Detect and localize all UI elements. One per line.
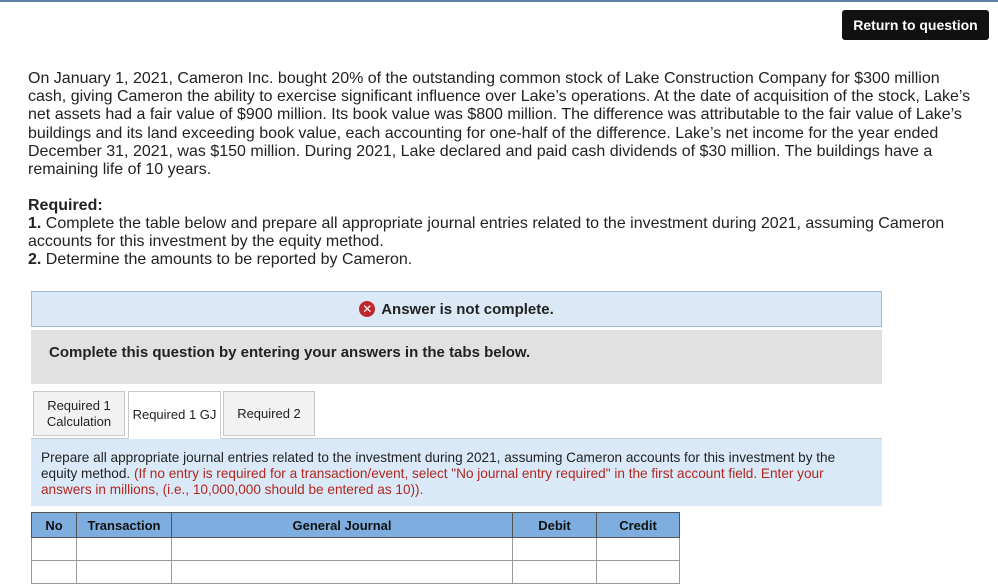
instruction-note: (If no entry is required for a transaction/event, select "No journal entry required" in the first account field. Enter your answers in millions, (i.e., 10,000,000 should be entered as 10)). [41, 466, 824, 497]
general-journal-table [31, 512, 680, 584]
col-credit: Credit [597, 513, 680, 538]
required-item-1: 1. Complete the table below and prepare all appropriate journal entries related to the investment during 2021, assuming Cameron accounts for this investment by the equity method. [28, 215, 945, 250]
instruction-main: Prepare all appropriate journal entries related to the investment during 2021, assuming Cameron accounts for this investment by the equity method. [41, 450, 836, 481]
top-border [0, 0, 998, 2]
col-debit: Debit [513, 513, 597, 538]
tabs-instruction-box [31, 330, 882, 384]
cell-no [32, 538, 77, 561]
answer-status-banner [31, 291, 882, 327]
table-header-row [32, 513, 680, 538]
cell-credit-input[interactable] [597, 538, 680, 561]
col-transaction: Transaction [77, 513, 172, 538]
journal-instructions [31, 438, 882, 506]
cell-transaction [77, 538, 172, 561]
tabs-instruction-text: Complete this question by entering your answers in the tabs below. [49, 344, 531, 361]
problem-text: On January 1, 2021, Cameron Inc. bought 20% of the outstanding common stock of Lake Construction Company for $300 million cash, giving Cameron the ability to exercise significant influence over Lake’s operations. At the date of acquisition of the stock, Lake’s net assets had a fair value of $900 million. Its book value was $800 million. The difference was attributable to the fair value of Lake’s buildings and its land exceeding book value, each accounting for one-half of the difference. Lake’s net income for the year ended December 31, 2021, was $150 million. During 2021, Lake declared and paid cash dividends of $30 million. The buildings have a remaining life of 10 years. [28, 70, 971, 179]
cell-account-input[interactable] [172, 538, 513, 561]
answer-status-text: Answer is not complete. [381, 300, 554, 318]
cell-account-input[interactable] [172, 561, 513, 584]
cell-debit-input[interactable] [513, 561, 597, 584]
table-row [32, 561, 680, 584]
col-general-journal: General Journal [172, 513, 513, 538]
cell-transaction [77, 561, 172, 584]
required-heading: Required: [28, 197, 103, 214]
x-circle-icon: ✕ [359, 301, 375, 317]
col-no: No [32, 513, 77, 538]
table-row [32, 538, 680, 561]
tab-required-1-calculation[interactable]: Required 1 Calculation [33, 391, 125, 436]
return-to-question-button[interactable]: Return to question [842, 10, 989, 40]
cell-credit-input[interactable] [597, 561, 680, 584]
tab-required-2[interactable]: Required 2 [223, 391, 315, 436]
required-item-2: 2. Determine the amounts to be reported by Cameron. [28, 251, 413, 268]
cell-debit-input[interactable] [513, 538, 597, 561]
tab-required-1-gj[interactable]: Required 1 GJ [128, 391, 221, 439]
required-section [28, 197, 973, 269]
cell-no [32, 561, 77, 584]
